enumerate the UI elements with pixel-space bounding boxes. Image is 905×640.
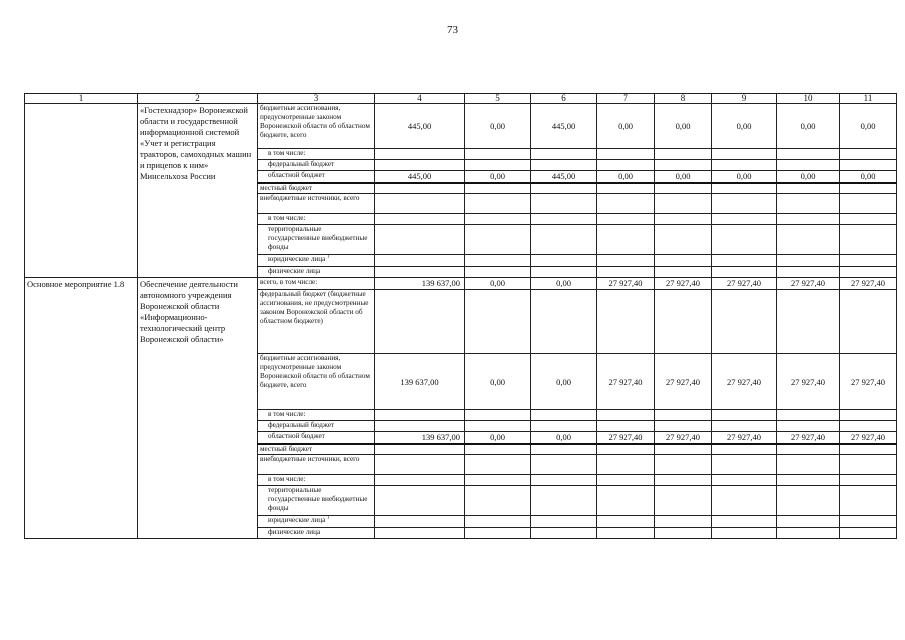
label-text: юридические лица: [268, 255, 326, 263]
funding-source-label: областной бюджет: [258, 171, 375, 183]
value-cell: 27 927,40: [777, 354, 840, 410]
header-cell: 1: [25, 94, 138, 104]
value-cell: 0,00: [531, 354, 597, 410]
header-cell: 10: [777, 94, 840, 104]
value-cell: 0,00: [531, 278, 597, 290]
value-cell: 0,00: [712, 104, 777, 149]
funding-source-label: местный бюджет: [258, 444, 375, 455]
budget-table: [24, 93, 897, 539]
value-cell: 0,00: [712, 171, 777, 183]
value-cell: 27 927,40: [840, 354, 897, 410]
header-cell: 2: [138, 94, 258, 104]
funding-source-label: внебюджетные источники, всего: [258, 455, 375, 475]
value-cell: 445,00: [531, 171, 597, 183]
page-number: 73: [447, 24, 458, 36]
value-cell: 27 927,40: [597, 278, 655, 290]
footnote-mark: 1: [327, 515, 330, 521]
header-cell: 3: [258, 94, 375, 104]
header-row: [25, 94, 897, 104]
funding-source-label: бюджетные ассигнования, предусмотренные законом Воронежской области об областном бюджете, всего: [258, 354, 375, 410]
table-row: [25, 104, 897, 149]
value-cell: 0,00: [777, 104, 840, 149]
funding-source-label: территориальные государственные внебюджетные фонды: [258, 225, 375, 255]
funding-source-label: физические лица: [258, 528, 375, 539]
funding-source-label: федеральный бюджет: [258, 160, 375, 171]
value-cell: 0,00: [465, 278, 531, 290]
funding-source-label: местный бюджет: [258, 183, 375, 194]
value-cell: 0,00: [597, 171, 655, 183]
value-cell: 0,00: [465, 432, 531, 444]
value-cell: 27 927,40: [840, 432, 897, 444]
header-cell: 4: [375, 94, 465, 104]
header-cell: 9: [712, 94, 777, 104]
activity-description: Обеспечение деятельности автономного учреждения Воронежской области «Информационно-технологический центр Воронежской области»: [138, 278, 258, 539]
activity-description: «Гостехнадзор» Воронежской области и государственной информационной системой «Учет и регистрация тракторов, самоходных машин и прицепов к ним» Минсельхоза России: [138, 104, 258, 278]
value-cell: 445,00: [375, 171, 465, 183]
value-cell: 139 637,00: [375, 278, 465, 290]
funding-source-label: [258, 516, 375, 528]
value-cell: 27 927,40: [712, 278, 777, 290]
value-cell: 27 927,40: [712, 354, 777, 410]
value-cell: 27 927,40: [777, 432, 840, 444]
header-cell: 11: [840, 94, 897, 104]
funding-source-label: федеральный бюджет: [258, 421, 375, 432]
value-cell: 0,00: [465, 104, 531, 149]
value-cell: 445,00: [531, 104, 597, 149]
value-cell: 27 927,40: [597, 432, 655, 444]
value-cell: 27 927,40: [597, 354, 655, 410]
funding-source-label: областной бюджет: [258, 432, 375, 444]
value-cell: 27 927,40: [655, 354, 712, 410]
funding-source-label: в том числе:: [258, 475, 375, 486]
table-row: [25, 278, 897, 290]
value-cell: 0,00: [531, 432, 597, 444]
value-cell: 0,00: [465, 171, 531, 183]
value-cell: 27 927,40: [655, 432, 712, 444]
value-cell: 27 927,40: [840, 278, 897, 290]
value-cell: 139 637,00: [375, 354, 465, 410]
header-cell: 8: [655, 94, 712, 104]
header-cell: 6: [531, 94, 597, 104]
funding-source-label: бюджетные ассигнования, предусмотренные законом Воронежской области об областном бюджете, всего: [258, 104, 375, 149]
value-cell: 0,00: [465, 354, 531, 410]
value-cell: 0,00: [840, 104, 897, 149]
value-cell: 0,00: [655, 104, 712, 149]
value-cell: 27 927,40: [712, 432, 777, 444]
program-cell: Основное мероприятие 1.8: [25, 278, 138, 539]
funding-source-label: в том числе:: [258, 410, 375, 421]
funding-source-label: в том числе:: [258, 214, 375, 225]
value-cell: 0,00: [777, 171, 840, 183]
value-cell: 27 927,40: [655, 278, 712, 290]
funding-source-label: физические лица: [258, 267, 375, 278]
funding-source-label: федеральный бюджет (бюджетные ассигнования, не предусмотренные законом Воронежской области об областном бюджете): [258, 290, 375, 354]
funding-source-label: территориальные государственные внебюджетные фонды: [258, 486, 375, 516]
program-cell: [25, 104, 138, 278]
funding-source-label: [258, 255, 375, 267]
value-cell: 0,00: [597, 104, 655, 149]
value-cell: 445,00: [375, 104, 465, 149]
header-cell: 5: [465, 94, 531, 104]
funding-source-label: в том числе:: [258, 149, 375, 160]
value-cell: 0,00: [655, 171, 712, 183]
value-cell: 0,00: [840, 171, 897, 183]
value-cell: 139 637,00: [375, 432, 465, 444]
value-cell: 27 927,40: [777, 278, 840, 290]
header-cell: 7: [597, 94, 655, 104]
footnote-mark: 1: [327, 254, 330, 260]
funding-source-label: всего, в том числе:: [258, 278, 375, 290]
label-text: юридические лица: [268, 516, 326, 524]
funding-source-label: внебюджетные источники, всего: [258, 194, 375, 214]
